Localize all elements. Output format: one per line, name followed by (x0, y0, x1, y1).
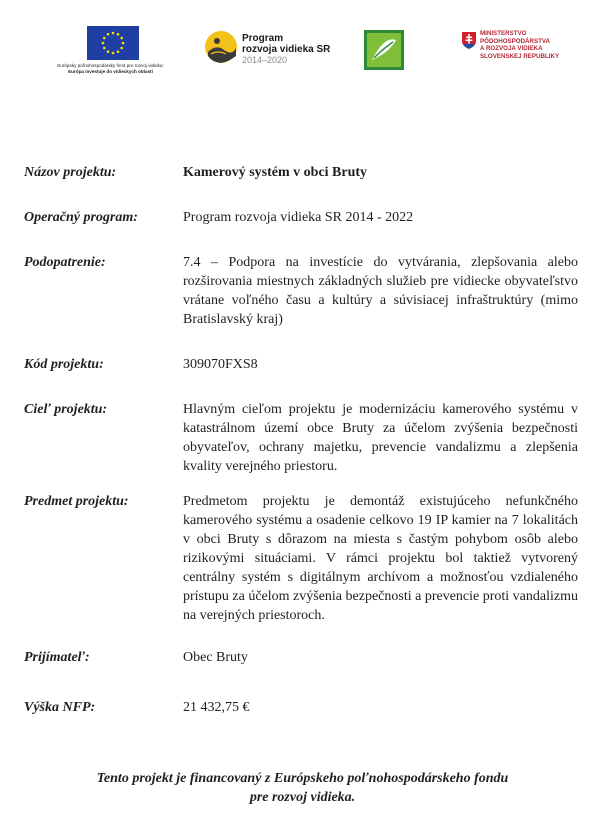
field-value: 21 432,75 € (183, 700, 250, 715)
field-label: Kód projektu: (24, 357, 104, 372)
field-value: Hlavným cieľom projektu je modernizáciu kamerového systému v katastrálnom území obce Bruty za účelom zvýšenia bezpečnosti obyvateľov, ochrany majetku, prevencie vandalizmu a zlepšenia kvality verejného priestoru. (183, 402, 578, 474)
ministry-line4: SLOVENSKEJ REPUBLIKY (480, 52, 560, 60)
field-value: 309070FXS8 (183, 357, 258, 372)
funding-footer (0, 769, 605, 807)
eu-logo (48, 26, 173, 74)
ministry-line1: MINISTERSTVO (480, 30, 527, 37)
field-value: Program rozvoja vidieka SR 2014 - 2022 (183, 210, 414, 225)
field-label: Názov projektu: (24, 165, 117, 180)
footer-line2: pre rozvoj vidieka. (249, 790, 356, 805)
field-value: Predmetom projektu je demontáž existujúceho nefunkčného kamerového systému a osadenie celkovo 19 IP kamier na 7 lokalitách v obci Bruty s dôrazom na miesta s častým pohybom osôb alebo rizikovými situáciami. V rámci projektu bol taktiež vytvorený centrálny systém s digitálnym archívom a možnosťou vzdialeného prístupu za účelom zvýšenia bezpečnosti a prevencie proti vandalizmu na verejných priestoroch. (183, 494, 578, 623)
eu-caption-line1: Európsky poľnohospodársky fond pre rozvoj vidieka: (57, 63, 164, 68)
field-value: 7.4 – Podpora na investície do vytvárania, zlepšovania alebo rozširovania miestnych základných služieb pre vidiecke obyvateľstvo vrátane voľného času a kultúry a súvisiacej infraštruktúry (mimo Bratislavský kraj) (183, 255, 578, 327)
field-label: Cieľ projektu: (24, 402, 108, 417)
prv-line1: Program (242, 33, 284, 44)
ministry-logo (462, 30, 582, 70)
field-label: Prijímateľ: (24, 650, 90, 665)
leader-icon (364, 30, 404, 70)
prv-sun-icon (204, 30, 238, 64)
ministry-line3: A ROZVOJA VIDIEKA (480, 45, 543, 53)
leader-logo (364, 30, 404, 70)
eu-caption-line2: Európa investuje do vidieckych oblastí (68, 68, 153, 74)
prv-logo (204, 30, 344, 70)
field-value: Kamerový systém v obci Bruty (183, 165, 368, 180)
slovak-coat-of-arms-icon (462, 32, 476, 49)
eu-flag-icon (87, 26, 139, 60)
prv-line3: 2014–2020 (242, 55, 288, 65)
prv-line2: rozvoja vidieka SR (242, 44, 331, 55)
field-label: Výška NFP: (24, 700, 96, 715)
field-label: Podopatrenie: (24, 255, 106, 270)
footer-line1: Tento projekt je financovaný z Európskeho poľnohospodárskeho fondu (96, 771, 509, 786)
field-label: Predmet projektu: (24, 494, 129, 509)
logo-strip (0, 0, 605, 90)
field-label: Operačný program: (24, 210, 138, 225)
ministry-line2: PÔDOHOSPODÁRSTVA (480, 37, 551, 45)
field-value: Obec Bruty (183, 650, 248, 665)
